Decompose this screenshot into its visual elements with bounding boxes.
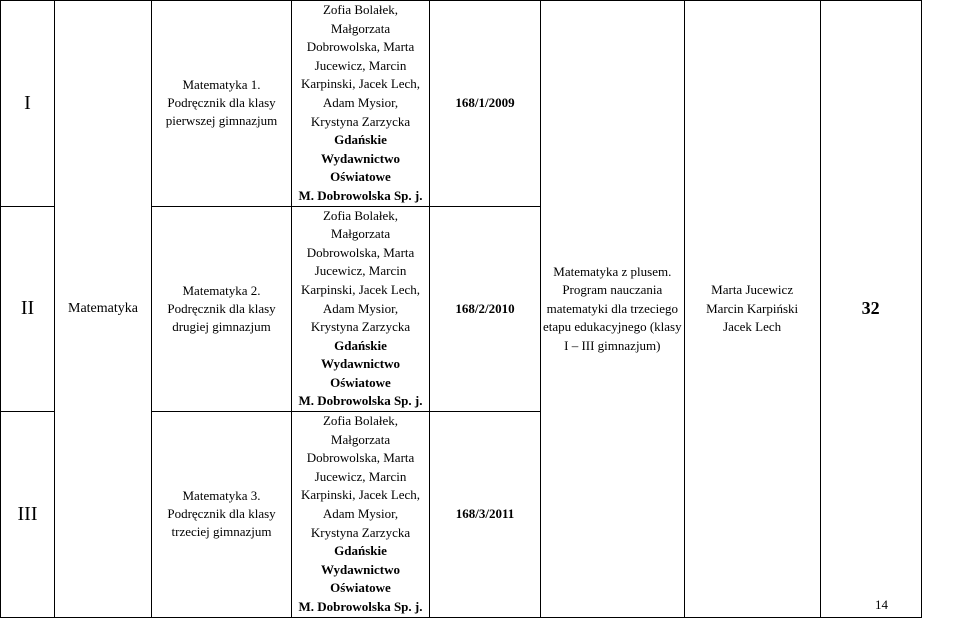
subject-cell: Matematyka	[55, 1, 152, 618]
book-title-line: Podręcznik dla klasy	[167, 95, 276, 111]
publisher-line: M. Dobrowolska Sp. j.	[298, 393, 423, 409]
program-line: Program nauczania	[562, 282, 663, 298]
program-cell	[541, 1, 685, 618]
publisher-line: Oświatowe	[330, 374, 391, 390]
program-line: I – III gimnazjum)	[564, 337, 661, 353]
author-line: Dobrowolska, Marta	[306, 244, 415, 260]
program-authors-cell	[684, 1, 820, 618]
publisher-line: Wydawnictwo	[321, 561, 400, 577]
book-title-line: trzeciej gimnazjum	[171, 524, 272, 540]
author-line: Karpinski, Jacek Lech,	[300, 281, 421, 297]
book-title-line: Matematyka 1.	[182, 77, 261, 93]
book-title-line: pierwszej gimnazjum	[165, 113, 278, 129]
publisher-line: Gdańskie	[334, 337, 387, 353]
author-line: Karpinski, Jacek Lech,	[300, 487, 421, 503]
table-row	[1, 1, 922, 207]
author-line: Jucewicz, Marcin	[314, 263, 407, 279]
book-title-cell	[152, 1, 292, 207]
authors-publisher-cell	[292, 412, 430, 618]
author-line: Małgorzata	[330, 20, 391, 36]
publisher-line: M. Dobrowolska Sp. j.	[298, 187, 423, 203]
author-line: Krystyna Zarzycka	[310, 113, 411, 129]
book-title-cell	[152, 412, 292, 618]
authors-publisher-cell	[292, 1, 430, 207]
author-line: Zofia Bolałek,	[322, 413, 399, 429]
book-title-line: Matematyka 2.	[182, 282, 261, 298]
book-title-line: Podręcznik dla klasy	[167, 506, 276, 522]
book-title-line: Matematyka 3.	[182, 488, 261, 504]
author-line: Adam Mysior,	[322, 506, 399, 522]
page-number: 14	[875, 597, 888, 612]
program-line: Matematyka z plusem.	[553, 263, 672, 279]
author-line: Adam Mysior,	[322, 300, 399, 316]
author-line: Zofia Bolałek,	[322, 207, 399, 223]
author-line: Małgorzata	[330, 431, 391, 447]
grade-cell: III	[1, 412, 55, 618]
registration-number-cell: 168/1/2009	[430, 1, 541, 207]
author-line: Zofia Bolałek,	[322, 2, 399, 17]
program-line: etapu edukacyjnego (klasy	[543, 319, 682, 335]
publisher-line: Oświatowe	[330, 169, 391, 185]
publisher-line: Oświatowe	[330, 580, 391, 596]
grade-cell: I	[1, 1, 55, 207]
publisher-line: Wydawnictwo	[321, 356, 400, 372]
author-line: Dobrowolska, Marta	[306, 39, 415, 55]
author-line: Jucewicz, Marcin	[314, 57, 407, 73]
author-line: Karpinski, Jacek Lech,	[300, 76, 421, 92]
authors-publisher-cell	[292, 206, 430, 412]
program-author-line: Marcin Karpiński	[706, 300, 799, 316]
book-title-line: drugiej gimnazjum	[172, 318, 271, 334]
hours-cell: 32	[820, 1, 921, 618]
registration-number-cell: 168/2/2010	[430, 206, 541, 412]
author-line: Krystyna Zarzycka	[310, 319, 411, 335]
grade-cell: II	[1, 206, 55, 412]
book-title-line: Podręcznik dla klasy	[167, 300, 276, 316]
author-line: Dobrowolska, Marta	[306, 450, 415, 466]
author-line: Małgorzata	[330, 226, 391, 242]
publisher-line: Wydawnictwo	[321, 150, 400, 166]
author-line: Adam Mysior,	[322, 94, 399, 110]
publisher-line: Gdańskie	[334, 543, 387, 559]
program-line: matematyki dla trzeciego	[546, 300, 678, 316]
program-author-line: Jacek Lech	[723, 319, 782, 335]
publisher-line: Gdańskie	[334, 132, 387, 148]
registration-number-cell: 168/3/2011	[430, 412, 541, 618]
author-line: Jucewicz, Marcin	[314, 468, 407, 484]
author-line: Krystyna Zarzycka	[310, 524, 411, 540]
publisher-line: M. Dobrowolska Sp. j.	[298, 599, 423, 614]
book-title-cell	[152, 206, 292, 412]
program-author-line: Marta Jucewicz	[711, 282, 794, 298]
